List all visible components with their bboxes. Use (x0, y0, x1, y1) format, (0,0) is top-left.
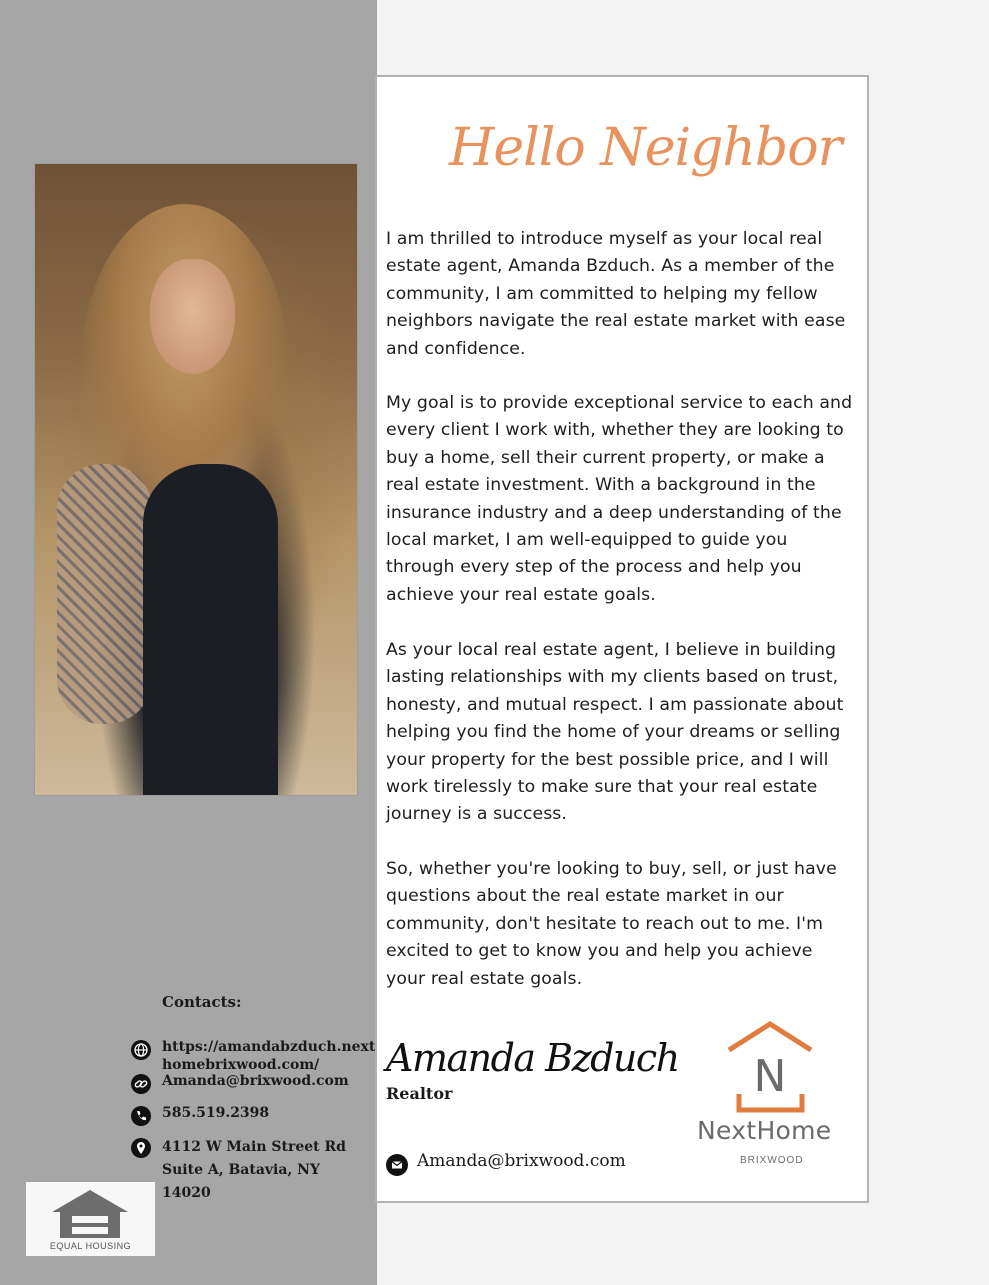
equal-housing-label: EQUAL HOUSING (49, 1241, 132, 1251)
signature: Amanda Bzduch (386, 1036, 679, 1080)
phone-text[interactable]: 585.519.2398 (162, 1105, 270, 1121)
photo-arm-shape (57, 464, 152, 724)
nexthome-mark: N (753, 1051, 787, 1102)
website-line-1[interactable]: https://amandabzduch.next (162, 1039, 376, 1055)
greeting-title: Hello Neighbor (449, 118, 842, 178)
equal-housing-logo (26, 1182, 155, 1256)
email-text[interactable]: Amanda@brixwood.com (162, 1073, 349, 1089)
nexthome-sub: BRIXWOOD (740, 1155, 804, 1166)
address-line-3: 14020 (162, 1185, 211, 1201)
nexthome-name: NextHome (697, 1116, 832, 1145)
address-line-1: 4112 W Main Street Rd (162, 1139, 346, 1155)
globe-icon (131, 1040, 151, 1060)
paragraph-1: I am thrilled to introduce myself as your local real estate agent, Amanda Bzduch. As a member of the community, I am committed to helping my fellow neighbors navigate the real estate market with ease and confidence. (386, 229, 846, 359)
contacts-title: Contacts: (162, 993, 242, 1011)
photo-dress-shape (143, 464, 278, 795)
address-line-2: Suite A, Batavia, NY (162, 1162, 320, 1178)
photo-face-shape (150, 259, 235, 374)
link-icon (131, 1074, 151, 1094)
paragraph-4: So, whether you're looking to buy, sell, or just have questions about the real estate market in our community, don't hesitate to reach out to me. I'm excited to get to know you and help you achieve your real estate goals. (386, 859, 837, 989)
pin-icon (131, 1138, 151, 1158)
paragraph-2: My goal is to provide exceptional service to each and every client I work with, whether they are looking to buy a home, sell their current property, or make a real estate investment. With a background in the insurance industry and a deep understanding of the local market, I am well-equipped to guide you through every step of the process and help you achieve your real estate goals. (386, 393, 853, 605)
footer-email-text[interactable]: Amanda@brixwood.com (417, 1151, 626, 1171)
role-title: Realtor (386, 1084, 453, 1103)
agent-photo (35, 164, 357, 795)
website-line-2[interactable]: homebrixwood.com/ (162, 1057, 320, 1073)
website-text[interactable] (162, 1038, 375, 1074)
house-icon (50, 1188, 130, 1240)
mail-icon (386, 1154, 408, 1176)
phone-icon (131, 1106, 151, 1126)
address-text (162, 1136, 346, 1205)
paragraph-3: As your local real estate agent, I believe in building lasting relationships with my clients based on trust, honesty, and mutual respect. I am passionate about helping you find the home of your dreams or selling your property for the best possible price, and I will work tirelessly to make sure that your real estate journey is a success. (386, 640, 844, 825)
nexthome-logo (697, 1020, 857, 1170)
